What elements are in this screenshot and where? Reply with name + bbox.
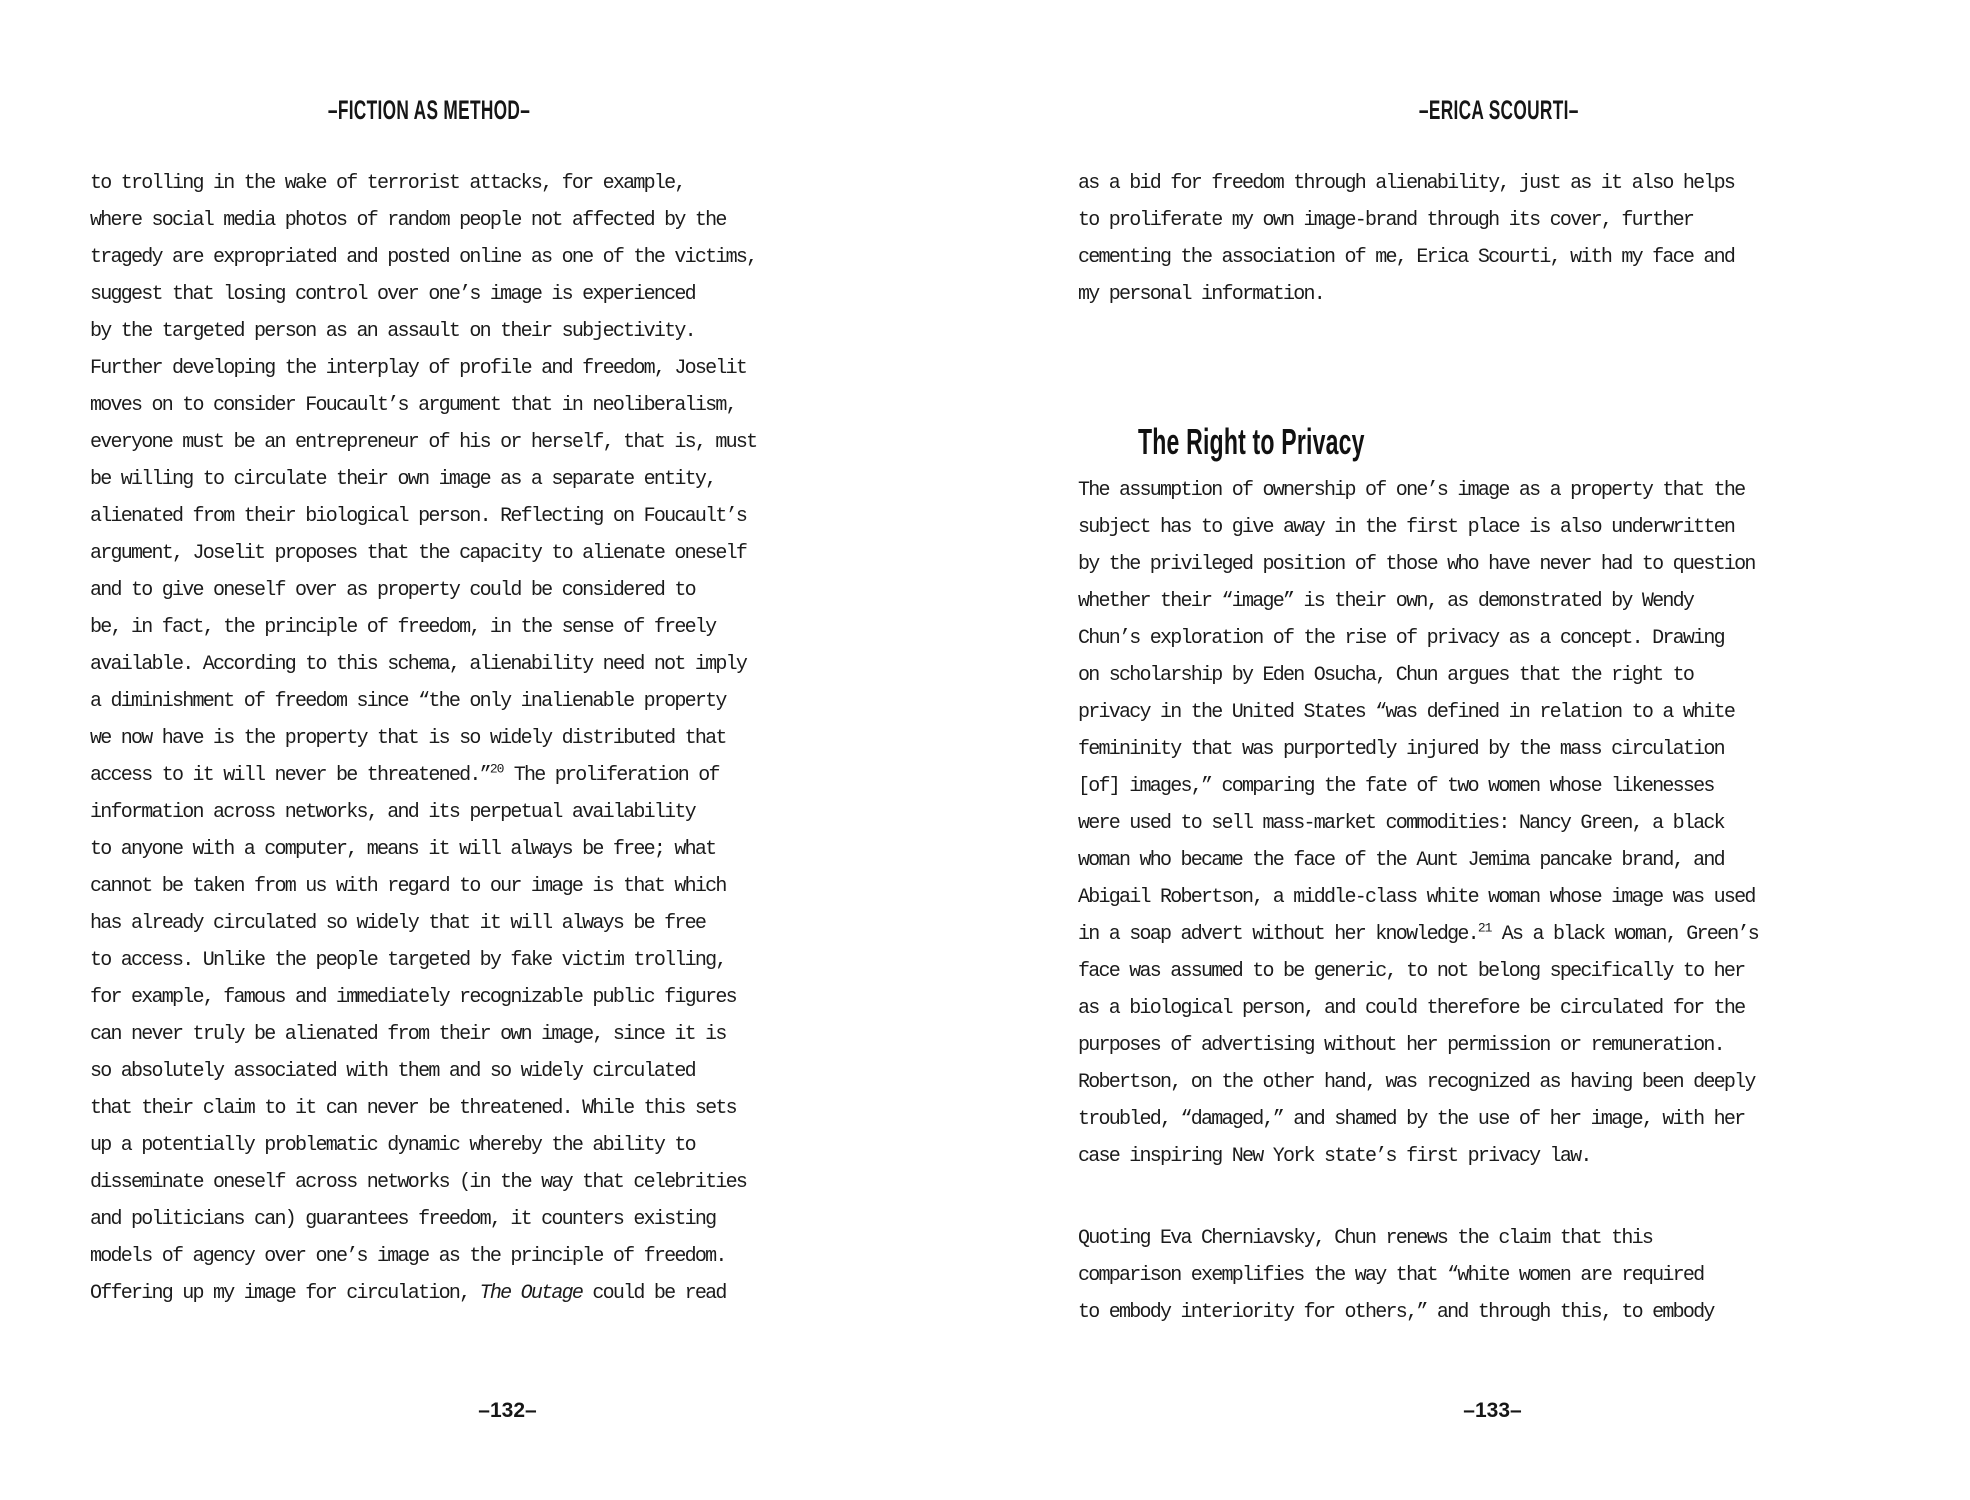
page-number-right (1275, 1379, 1675, 1442)
text-line: were used to sell mass-market commodities: Nancy Green, a black (1078, 812, 1724, 835)
text-line: Quoting Eva Cherniavsky, Chun renews the claim that this (1078, 1227, 1653, 1250)
text-line: Abigail Robertson, a middle-class white woman whose image was used (1078, 886, 1755, 909)
running-header-left-text: –FICTION AS METHOD– (328, 95, 531, 125)
text-line: moves on to consider Foucault’s argument that in neoliberalism, (90, 394, 736, 417)
page-number-left (290, 1379, 690, 1442)
text-line: and to give oneself over as property could be considered to (90, 579, 695, 602)
text-line: case inspiring New York state’s first privacy law. (1078, 1145, 1591, 1168)
text-line: be willing to circulate their own image as a separate entity, (90, 468, 716, 491)
text-line: whether their “image” is their own, as demonstrated by Wendy (1078, 590, 1694, 613)
text-line: so absolutely associated with them and so widely circulated (90, 1060, 695, 1083)
text-line: Robertson, on the other hand, was recognized as having been deeply (1078, 1071, 1755, 1094)
text-line: troubled, “damaged,” and shamed by the use of her image, with her (1078, 1108, 1745, 1131)
text-line: to access. Unlike the people targeted by fake victim trolling, (90, 949, 726, 972)
footnote-reference: 20 (489, 761, 504, 777)
text-line: Further developing the interplay of profile and freedom, Joselit (90, 357, 747, 380)
text-line: information across networks, and its perpetual availability (90, 801, 695, 824)
text-line: where social media photos of random people not affected by the (90, 209, 726, 232)
text-line: alienated from their biological person. Reflecting on Foucault’s (90, 505, 747, 528)
text-line: Offering up my image for circulation, The Outage could be read (90, 1282, 726, 1305)
text-line: subject has to give away in the first place is also underwritten (1078, 516, 1735, 539)
text-line: we now have is the property that is so widely distributed that (90, 727, 726, 750)
page-number-left-text: –132– (478, 1399, 537, 1422)
italic-text: The Outage (479, 1282, 583, 1305)
text-line: tragedy are expropriated and posted online as one of the victims, (90, 246, 757, 269)
text-line: in a soap advert without her knowledge.$^{21}$ As a black woman, Green’s (1078, 920, 1758, 946)
text-line: to trolling in the wake of terrorist attacks, for example, (90, 172, 685, 195)
text-line: that their claim to it can never be threatened. While this sets (90, 1097, 736, 1120)
text-line: argument, Joselit proposes that the capacity to alienate oneself (90, 542, 747, 565)
body-text-right-paragraph-1 (1078, 165, 1734, 313)
text-line: [of] images,” comparing the fate of two women whose likenesses (1078, 775, 1714, 798)
text-line: can never truly be alienated from their own image, since it is (90, 1023, 726, 1046)
text-line: cannot be taken from us with regard to our image is that which (90, 875, 726, 898)
running-header-right (1176, 70, 1776, 151)
body-text-right-paragraph-3 (1078, 1220, 1714, 1331)
running-header-right-text: –ERICA SCOURTI– (1418, 95, 1579, 125)
section-heading-text: The Right to Privacy (1138, 421, 1365, 462)
text-line: purposes of advertising without her permission or remuneration. (1078, 1034, 1724, 1057)
text-line: suggest that losing control over one’s image is experienced (90, 283, 695, 306)
text-line: woman who became the face of the Aunt Jemima pancake brand, and (1078, 849, 1724, 872)
text-line: models of agency over one’s image as the principle of freedom. (90, 1245, 726, 1268)
text-line: Chun’s exploration of the rise of privacy as a concept. Drawing (1078, 627, 1724, 650)
text-line: cementing the association of me, Erica Scourti, with my face and (1078, 246, 1735, 269)
body-text-right-paragraph-2 (1078, 472, 1758, 1175)
text-line: to proliferate my own image-brand through its cover, further (1078, 209, 1694, 232)
text-line: a diminishment of freedom since “the only inalienable property (90, 690, 726, 713)
text-line: to anyone with a computer, means it will always be free; what (90, 838, 716, 861)
text-line: up a potentially problematic dynamic whereby the ability to (90, 1134, 695, 1157)
page-number-right-text: –133– (1463, 1399, 1522, 1422)
text-line: to embody interiority for others,” and through this, to embody (1078, 1301, 1714, 1324)
text-line: by the targeted person as an assault on their subjectivity. (90, 320, 695, 343)
footnote-reference: 21 (1477, 920, 1492, 936)
text-line: and politicians can) guarantees freedom, it counters existing (90, 1208, 716, 1231)
text-line: by the privileged position of those who have never had to question (1078, 553, 1755, 576)
text-line: femininity that was purportedly injured by the mass circulation (1078, 738, 1724, 761)
body-text-left (90, 165, 756, 1312)
text-line: as a biological person, and could therefore be circulated for the (1078, 997, 1745, 1020)
text-line: access to it will never be threatened.”$^{20}$ The proliferation of (90, 761, 719, 787)
text-line: The assumption of ownership of one’s image as a property that the (1078, 479, 1745, 502)
text-line: for example, famous and immediately recognizable public figures (90, 986, 736, 1009)
running-header-left (107, 70, 707, 151)
text-line: my personal information. (1078, 283, 1325, 306)
text-line: be, in fact, the principle of freedom, in the sense of freely (90, 616, 716, 639)
text-line: as a bid for freedom through alienability, just as it also helps (1078, 172, 1735, 195)
text-line: disseminate oneself across networks (in the way that celebrities (90, 1171, 747, 1194)
text-line: privacy in the United States “was defined in relation to a white (1078, 701, 1735, 724)
text-line: face was assumed to be generic, to not belong specifically to her (1078, 960, 1745, 983)
text-line: has already circulated so widely that it will always be free (90, 912, 706, 935)
text-line: comparison exemplifies the way that “white women are required (1078, 1264, 1704, 1287)
text-line: on scholarship by Eden Osucha, Chun argues that the right to (1078, 664, 1694, 687)
text-line: everyone must be an entrepreneur of his or herself, that is, must (90, 431, 757, 454)
text-line: available. According to this schema, alienability need not imply (90, 653, 747, 676)
